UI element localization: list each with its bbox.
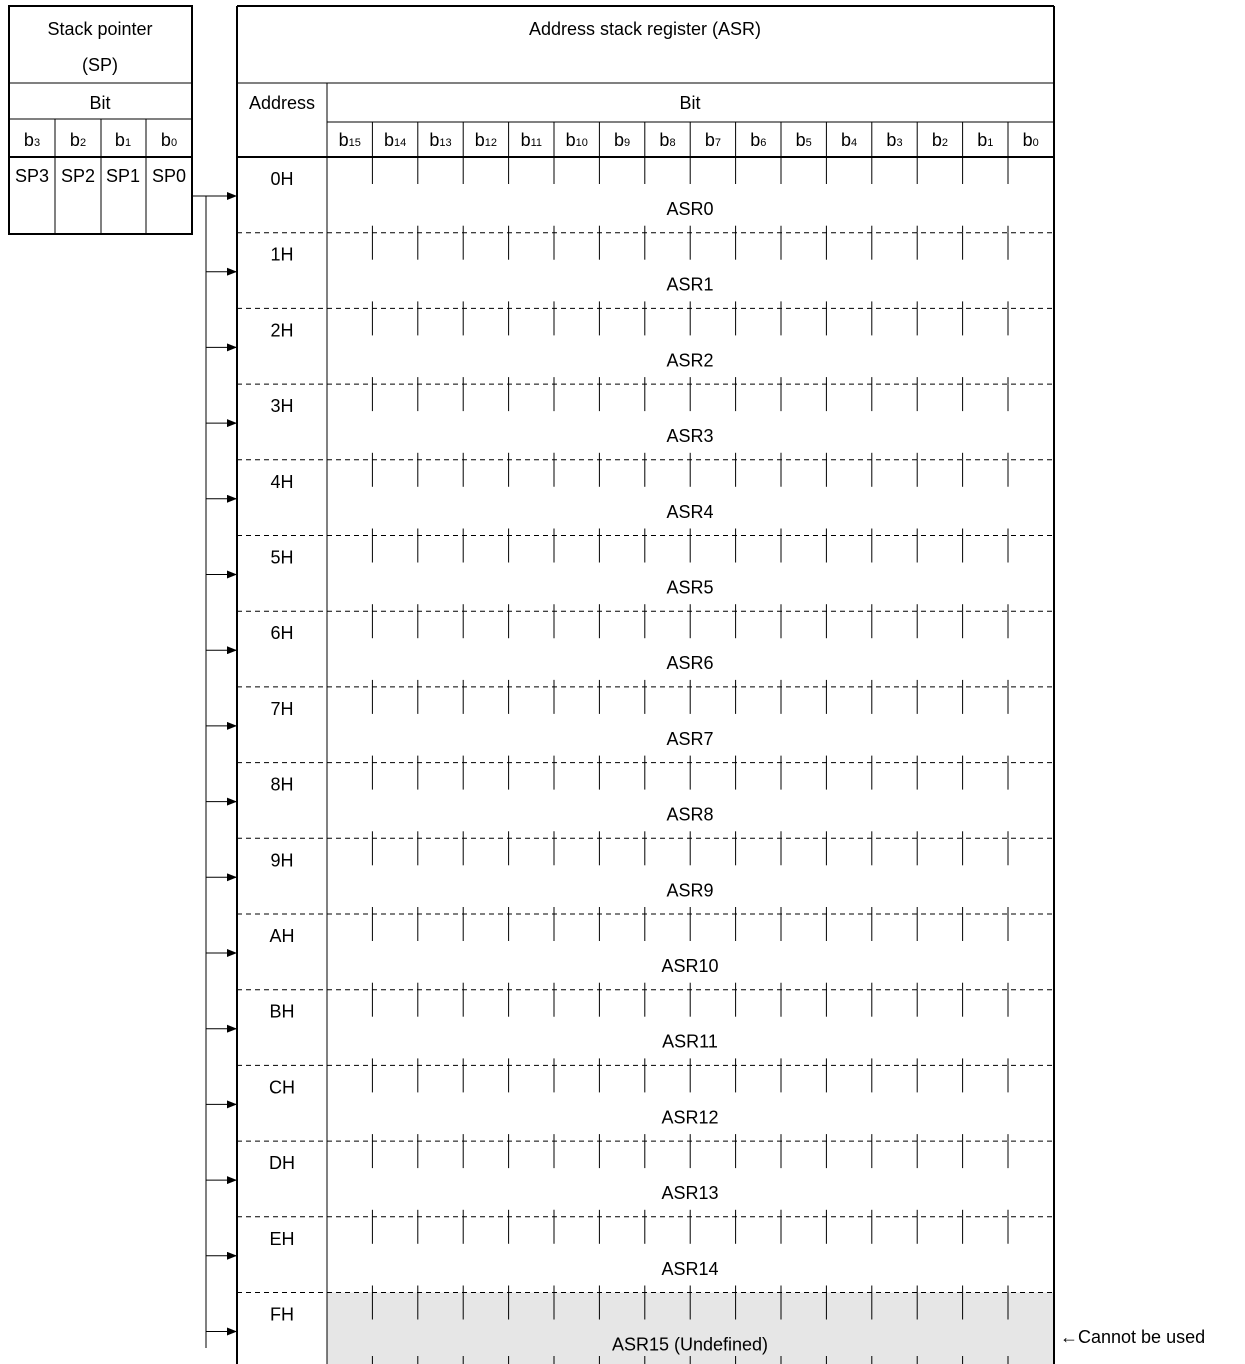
- asr-row-name: ASR5: [666, 577, 714, 598]
- asr-row-name: ASR9: [666, 880, 714, 901]
- asr-row-address: 3H: [270, 396, 294, 417]
- asr-bit-header: b3: [886, 130, 903, 150]
- asr-bit-header: b10: [565, 130, 588, 150]
- asr-row-address: FH: [270, 1304, 294, 1325]
- asr-row-name: ASR10: [661, 956, 719, 976]
- asr-table: [237, 6, 1054, 1364]
- asr-bit-header: b4: [841, 130, 858, 150]
- sp-field-sp0: SP0: [151, 166, 187, 186]
- sp-title-line1: Stack pointer: [47, 19, 153, 39]
- asr-row-address: 7H: [270, 698, 294, 719]
- asr-row-address: EH: [269, 1228, 295, 1249]
- sp-bit-b3: b3: [23, 130, 41, 150]
- sp-bit-label: Bit: [89, 93, 111, 113]
- asr-row-address: 4H: [270, 471, 294, 492]
- asr-bit-header: b11: [520, 130, 543, 150]
- asr-bit-header: b8: [659, 130, 676, 150]
- sp-to-asr-connectors: [192, 196, 236, 1348]
- asr-bit-label: Bit: [679, 93, 701, 113]
- asr-row-name: ASR1: [666, 274, 714, 295]
- asr-row-address: 1H: [270, 244, 294, 265]
- asr-row-address: BH: [269, 1001, 295, 1022]
- sp-field-sp3: SP3: [14, 166, 50, 186]
- asr-bit-header: b9: [614, 130, 631, 150]
- asr-row-address: 6H: [270, 623, 294, 644]
- sp-title-line2: (SP): [82, 55, 118, 75]
- asr-row-name: ASR7: [666, 728, 714, 749]
- asr-row-address: 9H: [270, 850, 294, 871]
- asr-bit-header: b13: [429, 130, 452, 150]
- asr-row-name: ASR4: [666, 501, 714, 522]
- asr-row-name: ASR6: [666, 653, 714, 674]
- asr-bit-headers: [339, 130, 1039, 150]
- asr-row-address: CH: [269, 1077, 295, 1098]
- sp-field-sp2: SP2: [60, 166, 96, 186]
- asr-title: Address stack register (ASR): [528, 19, 762, 39]
- asr-row-address: 0H: [270, 169, 294, 189]
- asr-row-address: 8H: [270, 774, 294, 795]
- sp-bit-b2: b2: [69, 130, 87, 150]
- stack-pointer-table: [9, 6, 192, 234]
- asr-rows: [269, 169, 768, 1355]
- cannot-be-used-note: ←Cannot be used: [1060, 1327, 1206, 1347]
- asr-bit-header: b5: [795, 130, 812, 150]
- asr-row-name: ASR11: [662, 1031, 718, 1052]
- asr-bit-header: b7: [704, 130, 721, 150]
- asr-row-address: DH: [269, 1153, 295, 1174]
- asr-row-address: AH: [269, 926, 295, 946]
- asr-bit-header: b2: [931, 130, 948, 150]
- asr-bit-header: b12: [474, 130, 498, 150]
- asr-row-name: ASR8: [666, 804, 714, 825]
- asr-address-label: Address: [248, 93, 316, 113]
- asr-row-name: ASR13: [661, 1183, 719, 1204]
- sp-bit-b0: b0: [160, 130, 178, 150]
- asr-bit-header: b14: [383, 130, 407, 150]
- sp-field-sp1: SP1: [105, 166, 141, 186]
- asr-row-name: ASR3: [666, 426, 714, 447]
- asr-row-address: 5H: [270, 547, 294, 568]
- asr-row-name: ASR15 (Undefined): [611, 1334, 769, 1355]
- asr-row-name: ASR2: [666, 350, 714, 371]
- asr-bit-header: b0: [1022, 130, 1039, 150]
- asr-row-address: 2H: [270, 320, 294, 341]
- asr-row-name: ASR0: [666, 199, 714, 219]
- asr-bit-header: b1: [977, 130, 994, 150]
- asr-bit-header: b15: [338, 130, 361, 150]
- asr-bit-header: b6: [750, 130, 767, 150]
- asr-row-name: ASR14: [661, 1258, 719, 1279]
- sp-bit-b1: b1: [114, 130, 132, 150]
- asr-row-name: ASR12: [661, 1107, 719, 1128]
